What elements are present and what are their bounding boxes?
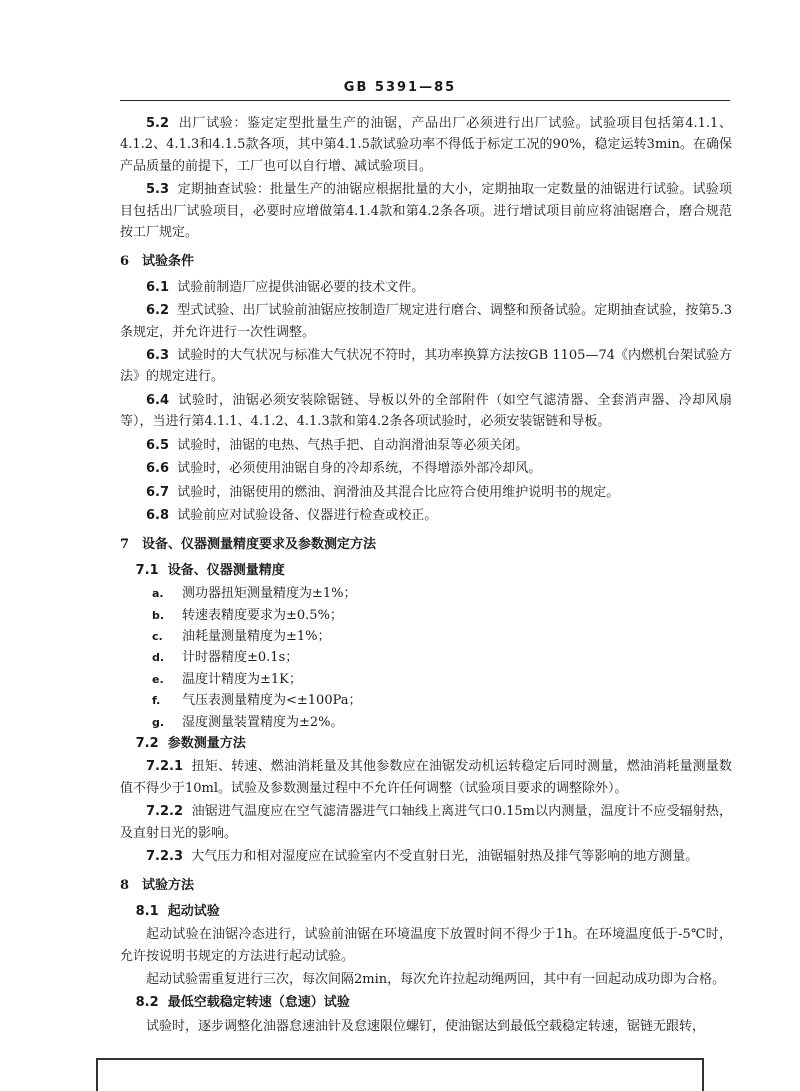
paragraph-8-1-b: 起动试验需重复进行三次，每次间隔2min，每次允许拉起动绳两回，其中有一回起动成功即为合格。 [146, 972, 726, 988]
list-item-e: e. 温度计精度为±1K； [152, 671, 302, 687]
clause-5-2: 5.2 出厂试验：鉴定定型批量生产的油锯，产品出厂必须进行出厂试验。试验项目包括第4.1.1、4.1.2、4.1.3和4.1.5款各项，其中第4.1.5款试验功率不得低于标定工况的90%，稳定运转3min。在确保产品质量的前提下，工厂也可以自行增、减试验项目。 [120, 116, 732, 174]
subsection-8-2-heading: 8.2 最低空载稳定转速（怠速）试验 [135, 995, 350, 1011]
paragraph-8-1-a: 起动试验在油锯冷态进行，试验前油锯在环境温度下放置时间不得少于1h。在环境温度低于-5℃时，允许按说明书规定的方法进行起动试验。 [120, 927, 732, 964]
document-body [120, 113, 732, 1039]
clause-6-7: 6.7 试验时，油锯使用的燃油、润滑油及其混合比应符合使用维护说明书的规定。 [146, 484, 620, 500]
list-item-g: g. 湿度测量装置精度为±2%。 [152, 714, 344, 730]
list-item-f: f. 气压表测量精度为<±100Pa； [152, 693, 362, 709]
clause-6-8: 6.8 试验前应对试验设备、仪器进行检查或校正。 [146, 507, 438, 523]
clause-6-3: 6.3 试验时的大气状况与标准大气状况不符时，其功率换算方法按GB 1105—74《内燃机台架试验方法》的规定进行。 [120, 348, 732, 385]
clause-6-2: 6.2 型式试验、出厂试验前油锯应按制造厂规定进行磨合、调整和预备试验。定期抽查试验，按第5.3条规定，并允许进行一次性调整。 [120, 303, 732, 340]
clause-6-1: 6.1 试验前制造厂应提供油锯必要的技术文件。 [146, 279, 425, 295]
subsection-7-1-heading: 7.1 设备、仪器测量精度 [135, 562, 285, 578]
header-rule [120, 100, 730, 101]
bottom-frame-left-border [96, 1058, 98, 1091]
section-7-heading: 7 设备、仪器测量精度要求及参数测定方法 [120, 537, 377, 553]
clause-7-2-1: 7.2.1 扭矩、转速、燃油消耗量及其他参数应在油锯发动机运转稳定后同时测量，燃油消耗量测量数值不得少于10ml。试验及参数测量过程中不允许任何调整（试验项目要求的调整除外）。 [120, 759, 732, 796]
paragraph-8-2-a: 试验时，逐步调整化油器怠速油针及怠速限位螺钉，使油锯达到最低空载稳定转速，锯链无跟转， [146, 1018, 706, 1034]
list-item-c: c. 油耗量测量精度为±1%； [152, 628, 331, 644]
clause-6-5: 6.5 试验时，油锯的电热、气热手把、自动润滑油泵等必须关闭。 [146, 437, 529, 453]
section-6-heading: 6 试验条件 [120, 254, 195, 270]
clause-6-4: 6.4 试验时，油锯必须安装除锯链、导板以外的全部附件（如空气滤清器、全套消声器、冷却风扇等），当进行第4.1.1、4.1.2、4.1.3款和第4.2条各项试验时，必须安装锯链和导板。 [120, 392, 732, 430]
list-item-d: d. 计时器精度±0.1s； [152, 650, 299, 666]
section-8-heading: 8 试验方法 [120, 878, 195, 894]
bottom-frame-top-border [96, 1058, 704, 1060]
subsection-8-1-heading: 8.1 起动试验 [135, 903, 220, 919]
list-item-a: a. 测功器扭矩测量精度为±1%； [152, 586, 357, 602]
clause-5-3: 5.3 定期抽查试验：批量生产的油锯应根据批量的大小，定期抽取一定数量的油锯进行试验。试验项目包括出厂试验项目，必要时应增做第4.1.4款和第4.2条各项。进行增试项目前应将油锯磨合，磨合规范按工厂规定。 [120, 182, 732, 241]
standard-code-header: GB 5391—85 [343, 80, 457, 95]
clause-7-2-2: 7.2.2 油锯进气温度应在空气滤清器进气口轴线上离进气口0.15m以内测量，温度计不应受辐射热，及直射日光的影响。 [120, 804, 733, 841]
list-item-b: b. 转速表精度要求为±0.5%； [152, 607, 343, 623]
bottom-frame-right-border [702, 1058, 704, 1091]
subsection-7-2-heading: 7.2 参数测量方法 [135, 735, 246, 751]
clause-7-2-3: 7.2.3 大气压力和相对湿度应在试验室内不受直射日光，油锯辐射热及排气等影响的地方测量。 [146, 849, 699, 864]
clause-6-6: 6.6 试验时，必须使用油锯自身的冷却系统，不得增添外部冷却风。 [146, 461, 542, 477]
